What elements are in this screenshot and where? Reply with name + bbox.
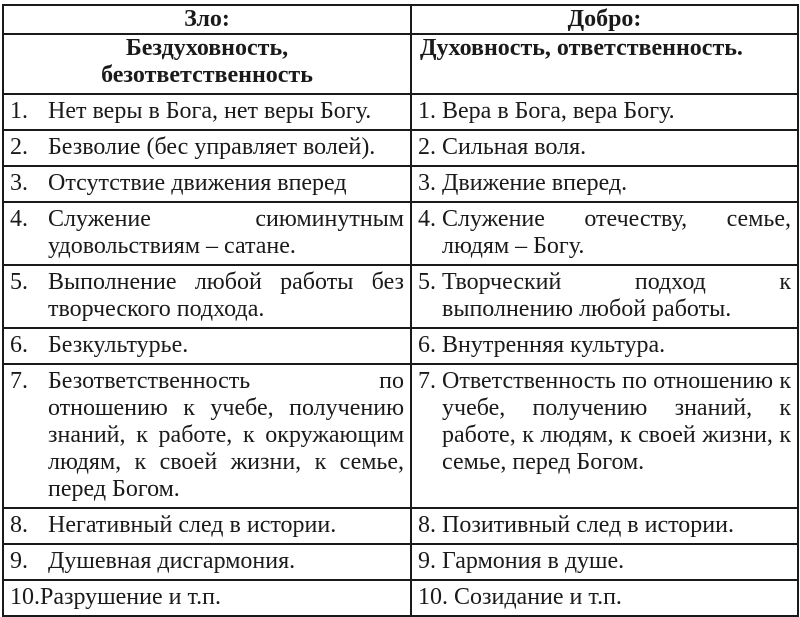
table-row — [3, 265, 798, 328]
row-text: Творческий подход к выполнению любой работы. — [442, 269, 791, 322]
table-row — [3, 166, 798, 202]
row-number: 9. — [10, 548, 28, 574]
row-number: 8. — [10, 512, 28, 538]
row-text: Гармония в душе. — [442, 548, 625, 574]
right-cell — [411, 364, 798, 508]
left-cell — [3, 508, 411, 544]
left-cell — [3, 265, 411, 328]
right-cell — [411, 508, 798, 544]
row-number: 9. — [418, 548, 436, 574]
comparison-table — [2, 4, 799, 617]
right-cell — [411, 202, 798, 265]
row-text: Отсутствие движения вперед — [48, 170, 347, 196]
row-number: 7. — [418, 368, 436, 394]
row-number: 10. — [418, 584, 448, 610]
row-text: Негативный след в истории. — [48, 512, 337, 538]
left-cell — [3, 166, 411, 202]
row-number: 3. — [418, 170, 436, 196]
row-text: Безответственность по отношению к учебе, получению знаний, к работе, к окружающим людям, к своей жизни, к семье, перед Богом. — [48, 368, 404, 502]
row-number: 1. — [418, 98, 436, 124]
row-text: Нет веры в Бога, нет веры Богу. — [48, 98, 372, 124]
left-cell — [3, 580, 411, 616]
right-cell — [411, 166, 798, 202]
row-text: Вера в Бога, вера Богу. — [442, 98, 675, 124]
subheader-left — [3, 34, 411, 94]
right-cell — [411, 328, 798, 364]
table-row — [3, 508, 798, 544]
row-text: Душевная дисгармония. — [48, 548, 296, 574]
row-number: 1. — [10, 98, 28, 124]
left-cell — [3, 130, 411, 166]
table-row — [3, 202, 798, 265]
row-number: 7. — [10, 368, 28, 394]
table-row — [3, 328, 798, 364]
left-cell — [3, 364, 411, 508]
row-number: 4. — [10, 206, 28, 232]
row-number: 6. — [10, 332, 28, 358]
row-number: 2. — [10, 134, 28, 160]
table-row — [3, 364, 798, 508]
subheader-row — [3, 34, 798, 94]
right-cell — [411, 94, 798, 130]
row-number: 10. — [10, 584, 40, 610]
row-text: Созидание и т.п. — [454, 584, 622, 610]
row-text: Служение отечеству, семье, людям – Богу. — [442, 206, 791, 259]
row-number: 4. — [418, 206, 436, 232]
right-cell — [411, 580, 798, 616]
right-cell — [411, 544, 798, 580]
table-row — [3, 130, 798, 166]
row-number: 5. — [418, 269, 436, 295]
right-cell — [411, 265, 798, 328]
row-text: Разрушение и т.п. — [40, 584, 222, 610]
table-row — [3, 544, 798, 580]
row-text: Движение вперед. — [442, 170, 628, 196]
subheader-left-line2: безответственность — [101, 62, 313, 88]
row-number: 6. — [418, 332, 436, 358]
row-text: Ответственность по отношению к учебе, получению знаний, к работе, к людям, к своей жизни, к семье, перед Богом. — [442, 368, 791, 475]
row-number: 2. — [418, 134, 436, 160]
row-text: Позитивный след в истории. — [442, 512, 734, 538]
row-text: Сильная воля. — [442, 134, 587, 160]
table-row — [3, 580, 798, 616]
row-text: Безволие (бес управляет волей). — [48, 134, 376, 160]
left-cell — [3, 544, 411, 580]
row-text: Внутренняя культура. — [442, 332, 666, 358]
left-cell — [3, 328, 411, 364]
right-cell — [411, 130, 798, 166]
table-row — [3, 94, 798, 130]
left-cell — [3, 94, 411, 130]
row-number: 8. — [418, 512, 436, 538]
row-text: Служение сиюминутным удовольствиям – сатане. — [48, 206, 404, 259]
row-text: Безкультурье. — [48, 332, 189, 358]
row-text: Выполнение любой работы без творческого подхода. — [48, 269, 404, 322]
subheader-left-line1: Бездуховность, — [125, 35, 289, 61]
row-number: 5. — [10, 269, 28, 295]
header-row — [3, 5, 798, 34]
subheader-right: Духовность, ответственность. — [411, 34, 798, 94]
left-cell — [3, 202, 411, 265]
header-right: Добро: — [411, 5, 798, 34]
header-left: Зло: — [3, 5, 411, 34]
row-number: 3. — [10, 170, 28, 196]
